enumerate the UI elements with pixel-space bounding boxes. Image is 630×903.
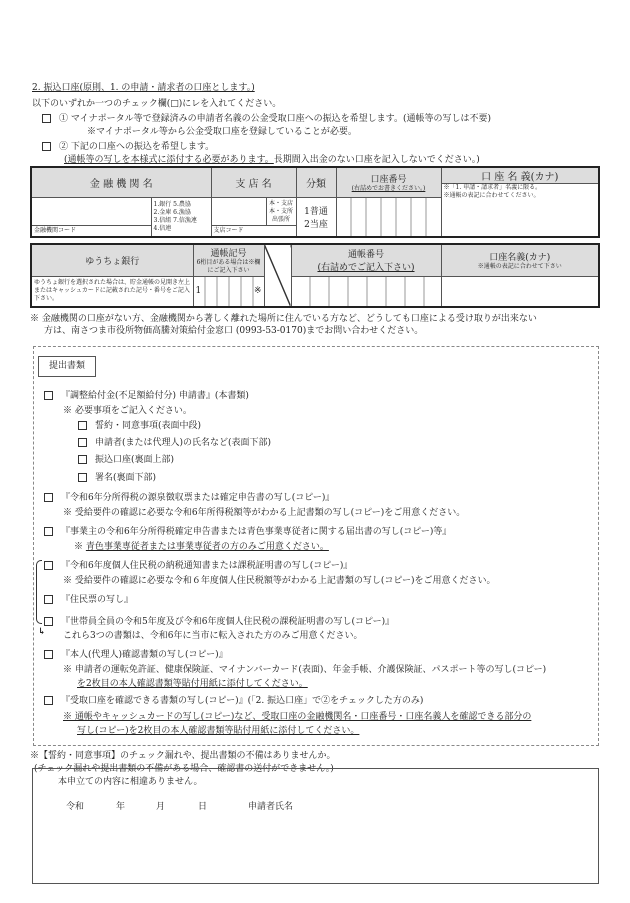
doc-note: ※ 青色事業専従者または事業専従者の方のみご用意ください。 — [74, 542, 329, 552]
name-header: 口座名義(カナ) ※通帳の表記に合わせて下さい — [441, 244, 599, 276]
bank-account-table — [30, 166, 600, 238]
group-note: これら3つの書類は、令和6年に当市に転入された方のみご用意ください。 — [63, 631, 363, 641]
no-account-note: ※ 金融機関の口座がない方、金融機関から著しく離れた場所に住んでいる方など、どうしても口座による受け取りが出来ない — [30, 314, 537, 324]
doc-item: 『本人(代理人)確認書類の写し(コピー)』 — [61, 650, 228, 660]
doc-note: 写し(コピー)を2枚目の本人確認書類等貼付用紙に添付してください。 — [77, 726, 360, 736]
sub-item: 誓約・同意事項(表面中段) — [95, 421, 202, 431]
doc-item: 『世帯員全員の令和5年度及び令和6年度個人住民税の課税証明書の写し(コピー)』 — [61, 617, 395, 627]
year-label: 年 — [116, 802, 126, 812]
checkbox[interactable] — [44, 650, 53, 659]
checkbox[interactable] — [78, 438, 87, 447]
warning-2: (チェック漏れや提出書類の不備がある場合、確認書の送付ができません。) — [34, 764, 334, 774]
doc-item: 『調整給付金(不足額給付分) 申請書』(本書類) — [61, 391, 249, 401]
checkbox[interactable] — [44, 391, 53, 400]
sub-item: 申請者(または代理人)の氏名など(表面下部) — [95, 438, 272, 448]
bank-name-field[interactable] — [31, 198, 151, 226]
doc-item: 『事業主の令和6年分所得税確定申告書または青色事業専従者に関する届出書の写し(コピー)等』 — [61, 527, 452, 537]
doc-item: 『受取口座を確認できる書類の写し(コピー)』(「2. 振込口座」で②をチェックした方のみ) — [61, 696, 424, 706]
checkbox[interactable] — [44, 595, 53, 604]
documents-title: 提出書類 — [38, 356, 96, 377]
number-header: 通帳番号 (右詰めでご記入下さい) — [291, 244, 441, 276]
option-1[interactable] — [42, 111, 491, 124]
doc-note: ※ 受給要件の確認に必要な令和６年度個人住民税額等がわかる上記書類の写し(コピー)をご用意ください。 — [63, 576, 496, 586]
doc-item: 『令和6年分所得税の源泉徴収票または確定申告書の写し(コピー)』 — [61, 493, 335, 503]
option-2-note: (通帳等の写しを本様式に添付する必要があります。長期間入出金のない口座を記入しないでください。) — [64, 155, 480, 165]
bank-code-field[interactable]: 金融機関コード — [31, 226, 151, 237]
symbol-field[interactable]: 1 ※ — [193, 276, 264, 307]
sub-item: 署名(裏面下部) — [95, 473, 157, 483]
name-field[interactable] — [441, 276, 599, 307]
instruction: 以下のいずれか一つのチェック欄(□)にレを入れてください。 — [32, 99, 282, 109]
header-bank: 金 融 機 関 名 — [31, 167, 211, 198]
header-name: 口 座 名 義(カナ) — [441, 167, 599, 184]
header-account: 口座番号 (右詰めでお書きください。) — [336, 167, 441, 198]
warning: ※【誓約・同意事項】のチェック漏れや、提出書類の不備はありませんか。 — [30, 751, 336, 761]
checkbox[interactable] — [44, 617, 53, 626]
branch-types: 本・支店 本・支所 出張所 — [266, 198, 296, 226]
option-1-note: ※マイナポータル等から公金受取口座を登録していることが必要。 — [87, 127, 357, 137]
day-label: 日 — [198, 802, 208, 812]
account-number-field[interactable] — [336, 198, 441, 237]
checkbox[interactable] — [44, 493, 53, 502]
doc-note: ※ 申請者の運転免許証、健康保険証、マイナンバーカード(表面)、年金手帳、介護保険証、パスポート等の写し(コピー) — [63, 665, 547, 675]
sub-item: 振込口座(裏面上部) — [95, 455, 175, 465]
doc-note: ※ 通帳やキャッシュカードの写し(コピー)など、受取口座の金融機関名・口座番号・口座名義人を確認できる部分の — [63, 712, 532, 722]
checkbox[interactable] — [42, 114, 51, 123]
applicant-name-label: 申請者氏名 — [248, 802, 294, 812]
doc-note: ※ 受給要件の確認に必要な令和6年所得税額等がわかる上記書類の写し(コピー)をご用意ください。 — [63, 508, 466, 518]
branch-name-field[interactable] — [211, 198, 266, 226]
branch-code-field[interactable]: 支店コード — [211, 226, 296, 237]
yucho-table — [30, 243, 600, 308]
checkbox[interactable] — [44, 561, 53, 570]
arrow-icon: ↳ — [38, 627, 46, 637]
name-notes: ※「1. 申請・請求者」名義に限る。 ※通帳の表記に合わせてください。 — [441, 184, 599, 237]
group-bracket — [36, 560, 42, 624]
option-2[interactable] — [42, 139, 214, 152]
checkbox[interactable] — [78, 473, 87, 482]
month-label: 月 — [156, 802, 166, 812]
doc-item: 『住民票の写し』 — [61, 595, 134, 605]
option-1-label: ① マイナポータル等で登録済みの申請者名義の公金受取口座への振込を希望します。(通帳等の写しは不要) — [59, 114, 491, 124]
option-2-label: ② 下記の口座への振込を希望します。 — [59, 142, 215, 152]
doc-note: を2枚目の本人確認書類等貼付用紙に添付してください。 — [77, 679, 308, 689]
yucho-header: ゆうちょ銀行 — [31, 244, 193, 276]
era-label: 令和 — [66, 802, 85, 812]
doc-note: ※ 必要事項をご記入ください。 — [63, 406, 192, 416]
doc-item: 『令和6年度個人住民税の納税通知書または課税証明書の写し(コピー)』 — [61, 561, 353, 571]
checkbox[interactable] — [44, 527, 53, 536]
symbol-header: 通帳記号 6桁目がある場合は※欄にご記入下さい — [193, 244, 264, 276]
divider-slash — [264, 244, 291, 307]
checkbox[interactable] — [42, 142, 51, 151]
signature-statement: 本申立ての内容に相違ありません。 — [58, 777, 203, 787]
bank-types: 1.銀行 5.農協 2.金庫 6.漁協 3.信組 7.信漁連 4.信連 — [151, 198, 211, 237]
checkbox[interactable] — [78, 455, 87, 464]
header-branch: 支 店 名 — [211, 167, 296, 198]
section-title: 2. 振込口座(原則、1. の申請・請求者の口座とします。) — [32, 83, 255, 93]
number-field[interactable] — [291, 276, 441, 307]
yucho-note: ゆうちょ銀行を選択された場合は、貯金通帳の見開き左上またはキャッシュカードに記載された記号・番号をご記入下さい。 — [31, 276, 193, 307]
account-type[interactable]: 1普通 2当座 — [296, 198, 336, 237]
no-account-note-2: 方は、南さつま市役所物価高騰対策給付金窓口 (0993-53-0170)までお問い合わせください。 — [44, 326, 424, 336]
header-type: 分類 — [296, 167, 336, 198]
checkbox[interactable] — [44, 696, 53, 705]
checkbox[interactable] — [78, 421, 87, 430]
